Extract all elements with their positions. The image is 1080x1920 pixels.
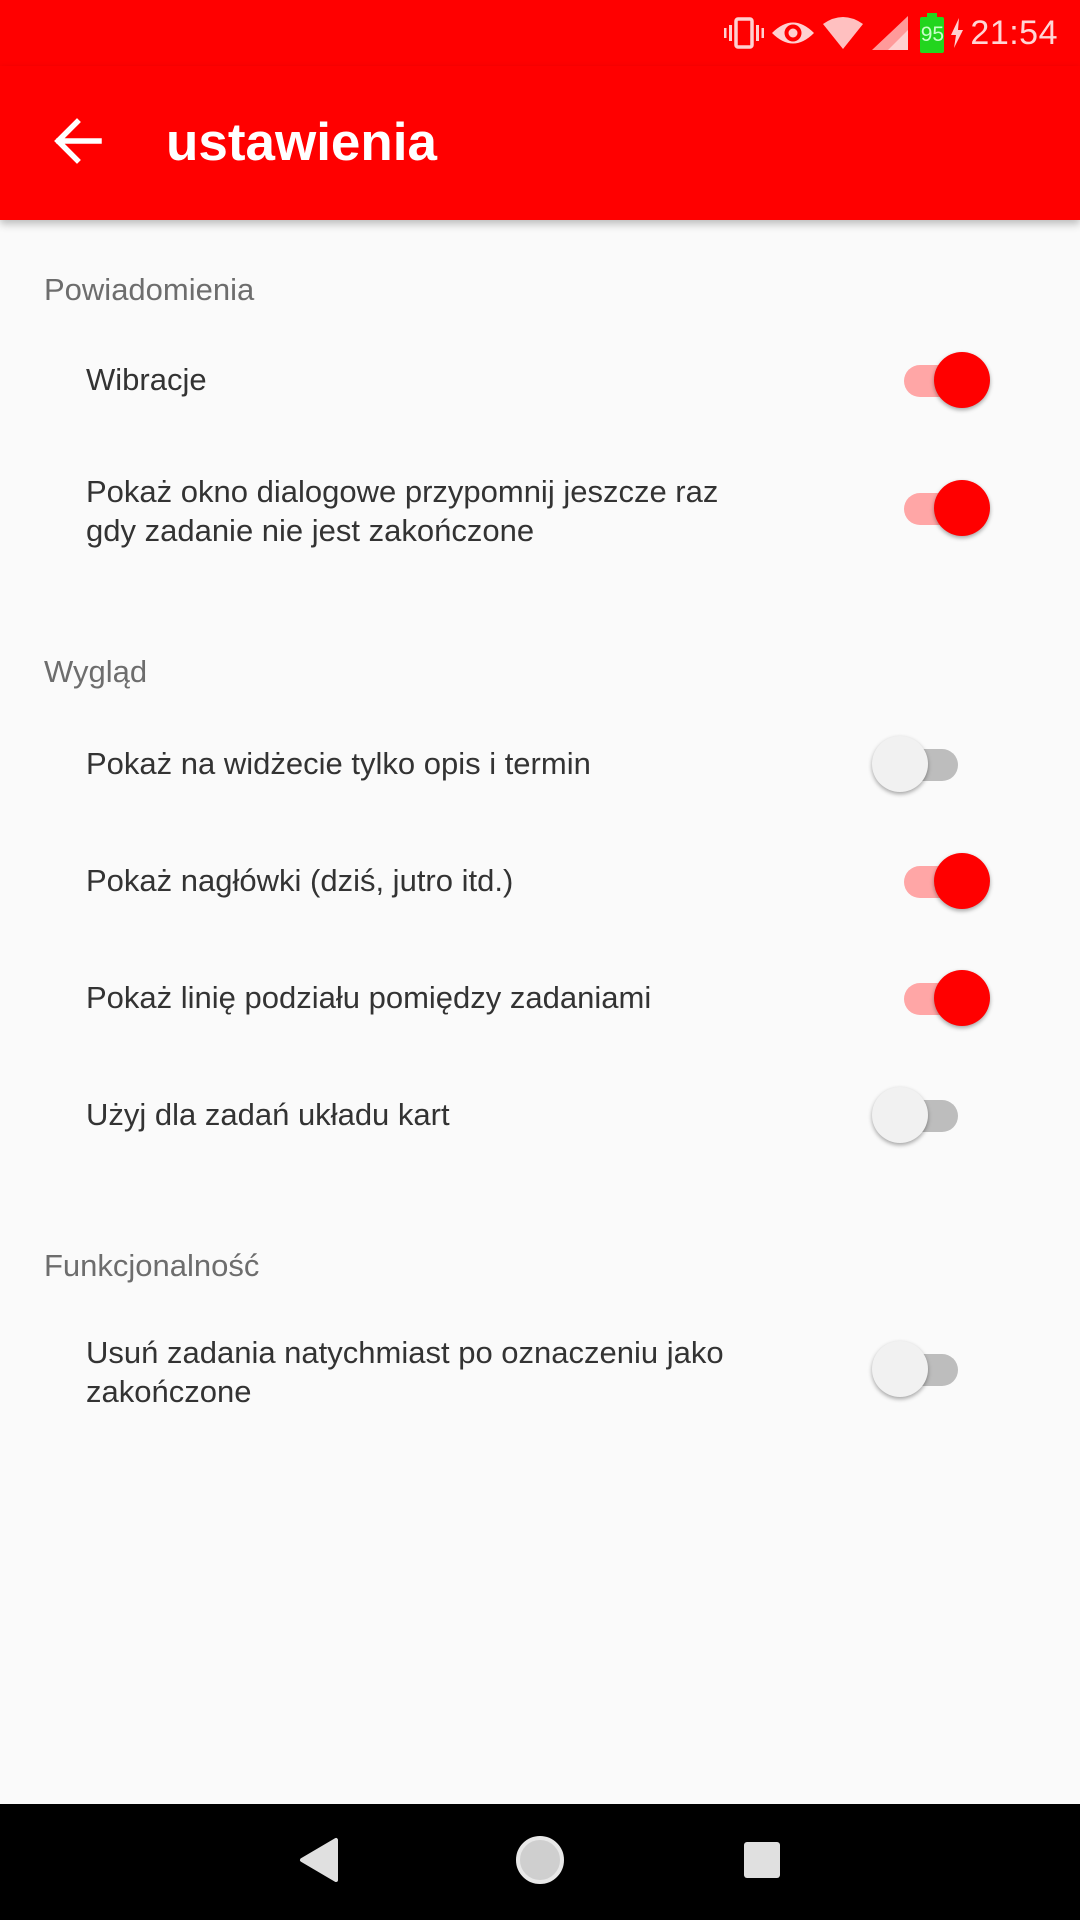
section-header-appearance: Wygląd <box>44 654 148 689</box>
setting-label: Użyj dla zadań układu kart <box>86 1097 450 1132</box>
delete-completed-switch[interactable] <box>872 1337 972 1401</box>
vibration-switch[interactable] <box>892 348 992 412</box>
back-triangle-icon <box>298 1837 342 1888</box>
switch-thumb <box>934 853 990 909</box>
setting-label: Usuń zadania natychmiast po oznaczeniu jako zakończone <box>86 1335 724 1409</box>
page-title: ustawienia <box>166 113 437 172</box>
widget-description-switch[interactable] <box>872 732 972 796</box>
setting-row-delete-completed[interactable] <box>0 1333 1080 1453</box>
nav-back-button[interactable] <box>290 1832 350 1892</box>
wifi-icon <box>822 16 864 50</box>
switch-thumb <box>934 480 990 536</box>
section-header-functionality: Funkcjonalność <box>44 1248 260 1283</box>
vibrate-icon <box>724 16 764 50</box>
setting-row-card-layout[interactable] <box>0 1095 1080 1195</box>
nav-recents-button[interactable] <box>732 1832 792 1892</box>
setting-label: Pokaż na widżecie tylko opis i termin <box>86 746 591 781</box>
setting-label: Pokaż okno dialogowe przypomnij jeszcze raz gdy zadanie nie jest zakończone <box>86 474 719 548</box>
switch-thumb <box>934 352 990 408</box>
reminder-dialog-switch[interactable] <box>892 476 992 540</box>
home-circle-icon <box>514 1834 566 1891</box>
setting-row-widget-description[interactable] <box>0 744 1080 844</box>
switch-thumb <box>872 736 928 792</box>
section-header-notifications: Powiadomienia <box>44 272 255 307</box>
divider-line-switch[interactable] <box>892 966 992 1030</box>
app-bar <box>0 66 1080 220</box>
status-time: 21:54 <box>970 13 1058 52</box>
battery-icon <box>920 13 944 53</box>
battery-level: 95 <box>920 23 945 46</box>
recents-square-icon <box>741 1839 783 1886</box>
status-icons <box>724 0 1058 66</box>
eye-icon <box>770 16 816 50</box>
nav-home-button[interactable] <box>510 1832 570 1892</box>
arrow-left-icon <box>53 118 103 169</box>
headers-switch[interactable] <box>892 849 992 913</box>
switch-thumb <box>872 1341 928 1397</box>
signal-icon <box>872 16 908 50</box>
setting-label: Wibracje <box>86 362 207 397</box>
switch-thumb <box>934 970 990 1026</box>
setting-label: Pokaż nagłówki (dziś, jutro itd.) <box>86 863 514 898</box>
setting-label: Pokaż linię podziału pomiędzy zadaniami <box>86 980 652 1015</box>
navigation-bar <box>0 1804 1080 1920</box>
switch-thumb <box>872 1087 928 1143</box>
setting-row-vibration[interactable] <box>0 360 1080 460</box>
charging-icon <box>950 18 964 48</box>
status-bar <box>0 0 1080 66</box>
card-layout-switch[interactable] <box>872 1083 972 1147</box>
setting-row-headers[interactable] <box>0 861 1080 961</box>
back-button[interactable] <box>38 111 118 175</box>
setting-row-reminder-dialog[interactable] <box>0 472 1080 592</box>
setting-row-divider-line[interactable] <box>0 978 1080 1078</box>
